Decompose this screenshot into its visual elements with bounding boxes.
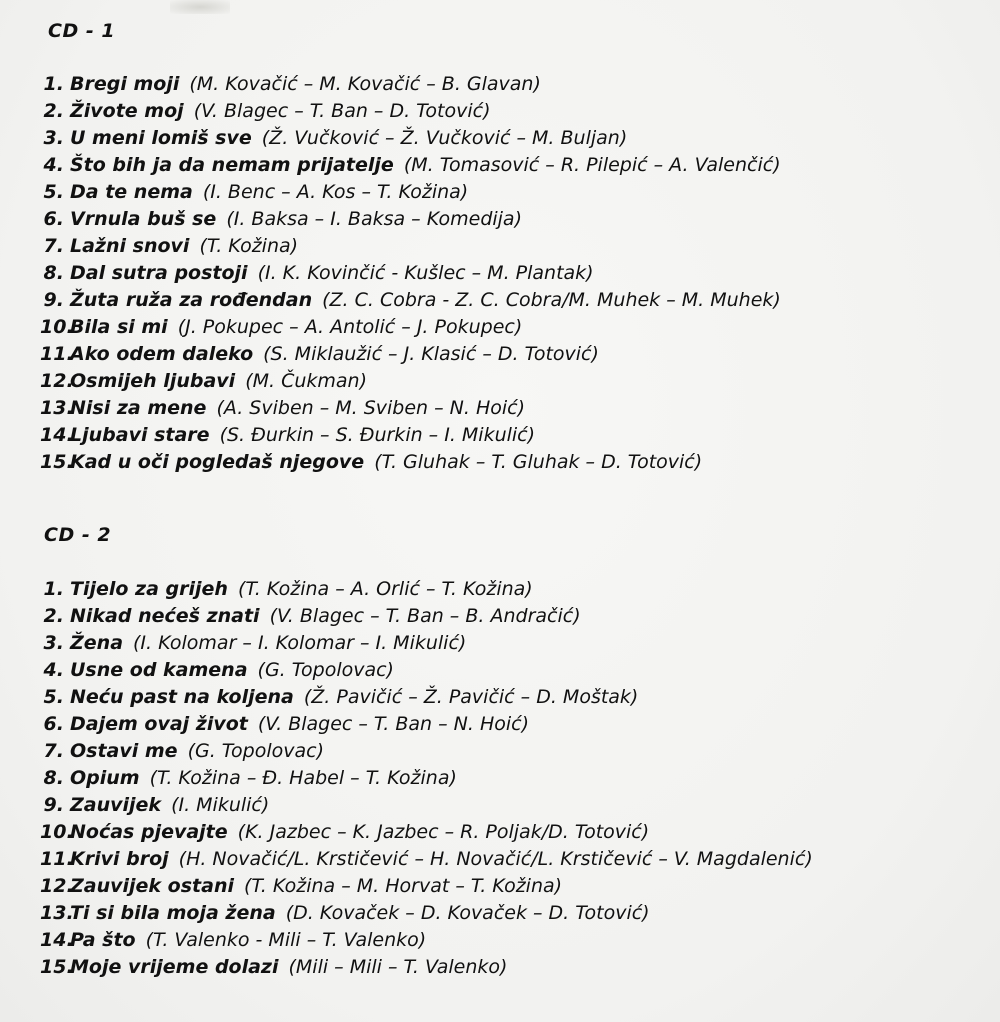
track-number: 6. xyxy=(43,713,64,735)
track-number: 9. xyxy=(43,289,64,311)
track-credits: (I. K. Kovinčić - Kušlec – M. Plantak) xyxy=(257,262,594,284)
track-credits: (S. Miklaužić – J. Klasić – D. Totović) xyxy=(263,343,599,365)
track-item xyxy=(40,819,813,846)
track-credits: (T. Valenko - Mili – T. Valenko) xyxy=(145,929,427,951)
track-credits: (I. Kolomar – I. Kolomar – I. Mikulić) xyxy=(133,632,467,654)
track-title: Kad u oči pogledaš njegove xyxy=(70,451,365,473)
track-item xyxy=(40,711,813,738)
track-item xyxy=(40,71,781,98)
track-credits: (G. Topolovac) xyxy=(187,740,324,762)
track-title: Zauvijek xyxy=(70,794,162,816)
track-title: Što bih ja da nemam prijatelje xyxy=(70,154,394,176)
track-title: Moje vrijeme dolazi xyxy=(70,956,279,978)
track-credits: (G. Topolovac) xyxy=(257,659,394,681)
track-item xyxy=(40,738,813,765)
track-item xyxy=(40,233,781,260)
track-title: Žena xyxy=(70,632,124,654)
track-number: 6. xyxy=(43,208,64,230)
track-title: Nikad nećeš znati xyxy=(70,605,260,627)
track-item xyxy=(40,630,813,657)
track-number: 15. xyxy=(40,956,74,978)
track-title: Žuta ruža za rođendan xyxy=(70,289,313,311)
track-title: Ako odem daleko xyxy=(70,343,254,365)
track-item xyxy=(40,314,781,341)
track-item xyxy=(40,846,813,873)
track-title: Ti si bila moja žena xyxy=(70,902,276,924)
track-number: 11. xyxy=(40,848,74,870)
track-credits: (T. Kožina – M. Horvat – T. Kožina) xyxy=(243,875,563,897)
track-item xyxy=(40,179,781,206)
track-credits: (Mili – Mili – T. Valenko) xyxy=(288,956,508,978)
track-credits: (I. Baksa – I. Baksa – Komedija) xyxy=(226,208,522,230)
track-title: Ostavi me xyxy=(70,740,178,762)
track-number: 11. xyxy=(40,343,74,365)
track-number: 8. xyxy=(43,767,64,789)
track-title: Usne od kamena xyxy=(70,659,248,681)
track-title: Osmijeh ljubavi xyxy=(70,370,236,392)
track-title: Lažni snovi xyxy=(70,235,190,257)
track-credits: (T. Kožina – A. Orlić – T. Kožina) xyxy=(237,578,533,600)
track-number: 2. xyxy=(43,605,64,627)
cd2-tracklist xyxy=(40,576,813,981)
track-title: Dal sutra postoji xyxy=(70,262,248,284)
cd1-heading: CD - 1 xyxy=(48,20,116,42)
track-item xyxy=(40,927,813,954)
track-credits: (V. Blagec – T. Ban – N. Hoić) xyxy=(257,713,530,735)
track-credits: (M. Kovačić – M. Kovačić – B. Glavan) xyxy=(189,73,541,95)
track-item xyxy=(40,657,813,684)
track-title: Živote moj xyxy=(70,100,184,122)
track-number: 10. xyxy=(40,316,74,338)
track-number: 2. xyxy=(43,100,64,122)
track-number: 7. xyxy=(43,740,64,762)
track-credits: (V. Blagec – T. Ban – D. Totović) xyxy=(193,100,491,122)
track-credits: (T. Kožina – Đ. Habel – T. Kožina) xyxy=(149,767,457,789)
track-item xyxy=(40,954,813,981)
track-title: Bila si mi xyxy=(70,316,168,338)
track-credits: (I. Mikulić) xyxy=(171,794,270,816)
track-item xyxy=(40,395,781,422)
track-credits: (D. Kovaček – D. Kovaček – D. Totović) xyxy=(285,902,650,924)
track-item xyxy=(40,576,813,603)
scan-smudge xyxy=(170,0,230,14)
track-number: 13. xyxy=(40,397,74,419)
track-credits: (V. Blagec – T. Ban – B. Andračić) xyxy=(269,605,581,627)
track-title: Bregi moji xyxy=(70,73,180,95)
track-item xyxy=(40,873,813,900)
track-title: Opium xyxy=(70,767,140,789)
track-title: Tijelo za grijeh xyxy=(70,578,228,600)
track-item xyxy=(40,341,781,368)
track-title: Ljubavi stare xyxy=(70,424,210,446)
track-item xyxy=(40,792,813,819)
track-item xyxy=(40,449,781,476)
track-number: 7. xyxy=(43,235,64,257)
track-title: Krivi broj xyxy=(70,848,169,870)
track-credits: (Z. C. Cobra - Z. C. Cobra/M. Muhek – M. Muhek) xyxy=(322,289,781,311)
track-item xyxy=(40,603,813,630)
track-number: 12. xyxy=(40,370,74,392)
track-credits: (T. Gluhak – T. Gluhak – D. Totović) xyxy=(374,451,703,473)
track-item xyxy=(40,206,781,233)
cd1-tracklist xyxy=(40,71,781,476)
track-number: 1. xyxy=(43,578,64,600)
track-item xyxy=(40,152,781,179)
track-number: 13. xyxy=(40,902,74,924)
track-number: 14. xyxy=(40,929,74,951)
track-credits: (K. Jazbec – K. Jazbec – R. Poljak/D. Totović) xyxy=(237,821,650,843)
track-credits: (H. Novačić/L. Krstičević – H. Novačić/L. Krstičević – V. Magdalenić) xyxy=(178,848,813,870)
track-item xyxy=(40,422,781,449)
track-number: 12. xyxy=(40,875,74,897)
track-credits: (M. Čukman) xyxy=(245,370,367,392)
track-title: Vrnula buš se xyxy=(70,208,217,230)
track-number: 3. xyxy=(43,127,64,149)
track-credits: (T. Kožina) xyxy=(199,235,299,257)
track-item xyxy=(40,260,781,287)
track-title: Neću past na koljena xyxy=(70,686,294,708)
track-number: 4. xyxy=(43,154,64,176)
track-title: Noćas pjevajte xyxy=(70,821,228,843)
track-title: U meni lomiš sve xyxy=(70,127,252,149)
track-title: Nisi za mene xyxy=(70,397,207,419)
track-credits: (Ž. Vučković – Ž. Vučković – M. Buljan) xyxy=(261,127,628,149)
track-credits: (Ž. Pavičić – Ž. Pavičić – D. Moštak) xyxy=(303,686,639,708)
track-number: 1. xyxy=(43,73,64,95)
track-item xyxy=(40,765,813,792)
track-number: 4. xyxy=(43,659,64,681)
track-credits: (A. Sviben – M. Sviben – N. Hoić) xyxy=(216,397,526,419)
track-number: 10. xyxy=(40,821,74,843)
track-item xyxy=(40,684,813,711)
track-item xyxy=(40,287,781,314)
track-title: Da te nema xyxy=(70,181,193,203)
track-title: Pa što xyxy=(70,929,136,951)
track-item xyxy=(40,98,781,125)
track-number: 15. xyxy=(40,451,74,473)
track-number: 5. xyxy=(43,686,64,708)
track-item xyxy=(40,125,781,152)
track-credits: (M. Tomasović – R. Pilepić – A. Valenčić) xyxy=(403,154,781,176)
track-number: 5. xyxy=(43,181,64,203)
track-item xyxy=(40,368,781,395)
track-number: 3. xyxy=(43,632,64,654)
track-title: Zauvijek ostani xyxy=(70,875,234,897)
track-title: Dajem ovaj život xyxy=(70,713,248,735)
track-credits: (S. Đurkin – S. Đurkin – I. Mikulić) xyxy=(219,424,536,446)
track-item xyxy=(40,900,813,927)
track-credits: (J. Pokupec – A. Antolić – J. Pokupec) xyxy=(177,316,523,338)
cd2-heading: CD - 2 xyxy=(44,524,112,546)
track-credits: (I. Benc – A. Kos – T. Kožina) xyxy=(202,181,469,203)
track-number: 14. xyxy=(40,424,74,446)
track-number: 9. xyxy=(43,794,64,816)
track-number: 8. xyxy=(43,262,64,284)
